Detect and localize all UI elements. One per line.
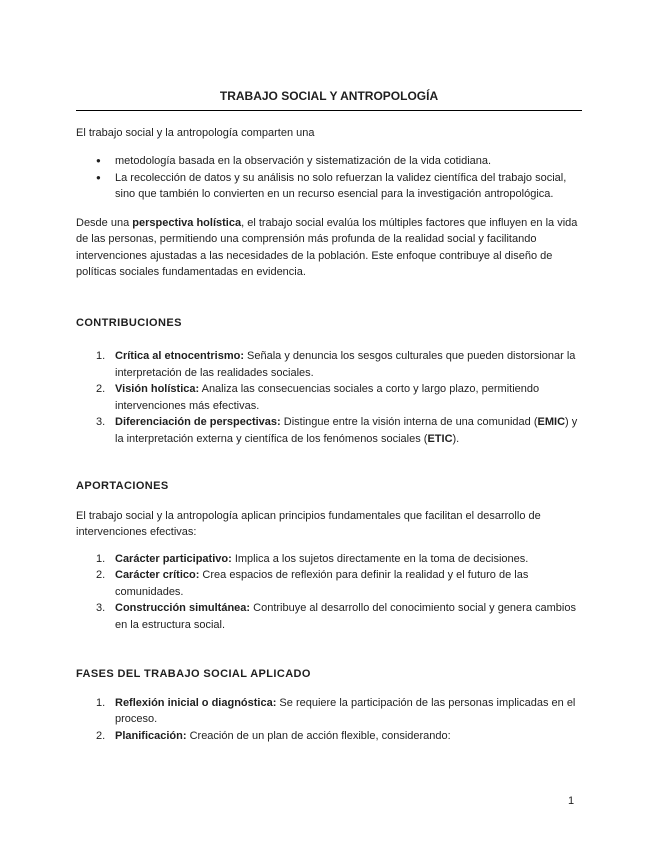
list-item: 1. Reflexión inicial o diagnóstica: Se requiere la participación de las personas implicadas en el proceso. (96, 696, 576, 725)
aportaciones-intro: El trabajo social y la antropología aplican principios fundamentales que facilitan el desarrollo de intervenciones efectivas: (76, 509, 541, 538)
list-item: 2. Carácter crítico: Crea espacios de reflexión para definir la realidad y el futuro de las comunidades. (96, 569, 529, 598)
bold-term: Visión holística: (115, 383, 200, 395)
list-number: 2. (96, 569, 106, 581)
document-body (76, 88, 582, 744)
list-number: 1. (96, 552, 106, 565)
bold-term: Diferenciación de perspectivas: (115, 416, 281, 428)
bold-term: Carácter crítico: (115, 569, 200, 581)
list-number: 1. (96, 350, 106, 362)
aportaciones-list (76, 551, 582, 634)
section-heading-aportaciones: APORTACIONES (76, 480, 169, 492)
list-item: 1. Carácter participativo: Implica a los sujetos directamente en la toma de decisiones. (115, 551, 582, 568)
list-item: 2. Visión holística: Analiza las consecuencias sociales a corto y largo plazo, permitiendo intervenciones más efectivas. (96, 383, 540, 412)
bold-term: Carácter participativo: (115, 552, 232, 565)
intro-paragraph: El trabajo social y la antropología comparten una (76, 126, 315, 139)
bold-term: Construcción simultánea: (115, 602, 251, 614)
emic-label: EMIC (537, 416, 566, 428)
list-number: 2. (96, 729, 106, 742)
list-item: ● La recolección de datos y su análisis no solo refuerzan la validez científica del trabajo social, sino que también lo convierten en un recurso esencial para la investigación antropológica. (115, 170, 582, 203)
fases-list (76, 695, 582, 745)
bullet-list (76, 153, 582, 203)
etic-label: ETIC (427, 432, 453, 445)
list-number: 2. (96, 383, 106, 395)
list-item: 3. Diferenciación de perspectivas: Distingue entre la visión interna de una comunidad (EMIC) y la interpretación externa y científica de los fenómenos sociales (ETIC). (96, 416, 578, 445)
section-heading-fases: FASES DEL TRABAJO SOCIAL APLICADO (76, 668, 311, 680)
list-number: 1. (96, 696, 106, 709)
contribuciones-list (76, 348, 582, 447)
list-number: 3. (96, 416, 106, 428)
page-number: 1 (568, 795, 575, 807)
list-number: 3. (96, 602, 106, 614)
bold-term: Crítica al etnocentrismo: (115, 350, 244, 362)
document-title: TRABAJO SOCIAL Y ANTROPOLOGÍA (76, 88, 582, 111)
bold-term: Planificación: (115, 729, 187, 742)
list-item: 3. Construcción simultánea: Contribuye al desarrollo del conocimiento social y genera cambios en la estructura social. (96, 602, 576, 631)
bold-term: perspectiva holística (132, 216, 242, 229)
holistic-paragraph: Desde una perspectiva holística, el trabajo social evalúa los múltiples factores que influyen en la vida de las personas, permitiendo una comprensión más profunda de la realidad social y facilitando intervenciones ajustadas a las necesidades de la población. Este enfoque contribuye al diseño de políticas sociales fundamentadas en evidencia. (76, 216, 578, 278)
section-heading-contribuciones: CONTRIBUCIONES (76, 316, 182, 329)
list-item: 2. Planificación: Creación de un plan de acción flexible, considerando: (115, 728, 582, 745)
bold-term: Reflexión inicial o diagnóstica: (115, 696, 277, 709)
list-item: 1. Crítica al etnocentrismo: Señala y denuncia los sesgos culturales que pueden distorsionar la interpretación de las realidades sociales. (96, 350, 576, 379)
list-item: ● metodología basada en la observación y sistematización de la vida cotidiana. (115, 153, 582, 170)
